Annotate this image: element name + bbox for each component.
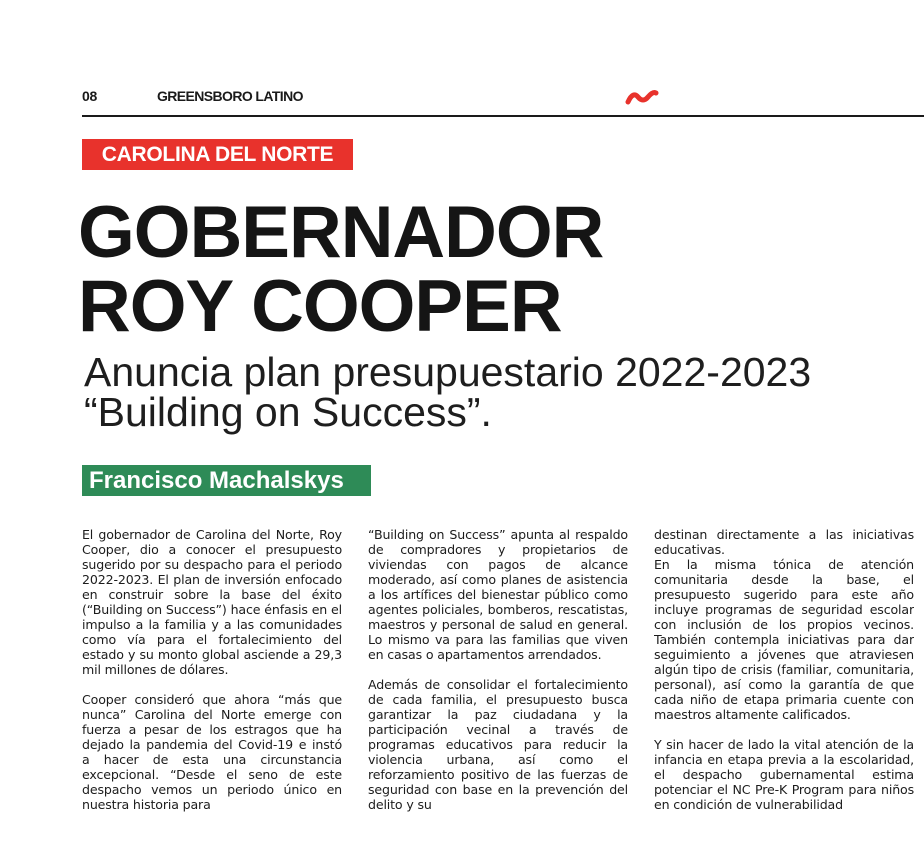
- headline-line: ROY COOPER: [78, 266, 562, 347]
- paragraph: destinan directamente a las iniciativas educativas.: [654, 527, 914, 557]
- subheadline-line: Anuncia plan presupuestario 2022-2023: [84, 349, 812, 395]
- page-header: [82, 86, 924, 108]
- headline: [78, 192, 604, 347]
- paragraph: El gobernador de Carolina del Norte, Roy Cooper, dio a conocer el presupuesto sugerido por su despacho para el periodo 2022-2023. El plan de inversión enfocado en construir sobre la base del éxito (“Building on Success”) hace énfasis en el impulso a la familia y a las comunidades como vía para el fortalecimiento del estado y su monto global asciende a 29,3 mil millones de dólares.: [82, 527, 342, 677]
- paragraph: Además de consolidar el fortalecimiento de cada familia, el presupuesto busca garantizar la paz ciudadana y la participación vecinal a través de programas educativos para reducir la violencia urbana, así como el reforzamiento positivo de las fuerzas de seguridad con base en la prevención del delito y su: [368, 677, 628, 812]
- article-column-1: [82, 527, 342, 864]
- author-byline: Francisco Machalskys: [82, 465, 371, 496]
- subheadline-line: “Building on Success”.: [84, 389, 492, 435]
- article-column-2: [368, 527, 628, 864]
- publication-name: GREENSBORO LATINO: [157, 88, 303, 104]
- section-tag: CAROLINA DEL NORTE: [82, 139, 353, 170]
- paragraph: “Building on Success” apunta al respaldo de compradores y propietarios de viviendas con pagos de alcance moderado, así como planes de asistencia a los artífices del bienestar público como agentes policiales, bomberos, rescatistas, maestros y personal de salud en general. Lo mismo va para las familias que viven en casas o apartamentos arrendados.: [368, 527, 628, 662]
- paragraph: Y sin hacer de lado la vital atención de la infancia en etapa previa a la escolaridad, el despacho gubernamental estima potenciar el NC Pre-K Program para niños en condición de vulnerabilidad: [654, 737, 914, 812]
- paragraph: En la misma tónica de atención comunitaria desde la base, el presupuesto sugerido para este año incluye programas de seguridad escolar con inclusión de los propios vecinos. También contempla iniciativas para dar seguimiento a jóvenes que atraviesen algún tipo de crisis (familiar, comunitaria, personal), así como la garantía de que cada niño de etapa primaria cuente con maestros altamente calificados.: [654, 557, 914, 722]
- headline-line: GOBERNADOR: [78, 192, 604, 273]
- header-divider: [82, 115, 924, 117]
- page-number: 08: [82, 88, 97, 104]
- article-column-3: [654, 527, 914, 864]
- paragraph: Cooper consideró que ahora “más que nunca” Carolina del Norte emerge con fuerza a pesar de los estragos que ha dejado la pandemia del Covid-19 e instó a hacer de esta una circunstancia excepcional. “Desde el seno de este despacho vemos un periodo único en nuestra historia para: [82, 692, 342, 812]
- red-wave-icon: [625, 89, 659, 107]
- subheadline: [84, 349, 812, 435]
